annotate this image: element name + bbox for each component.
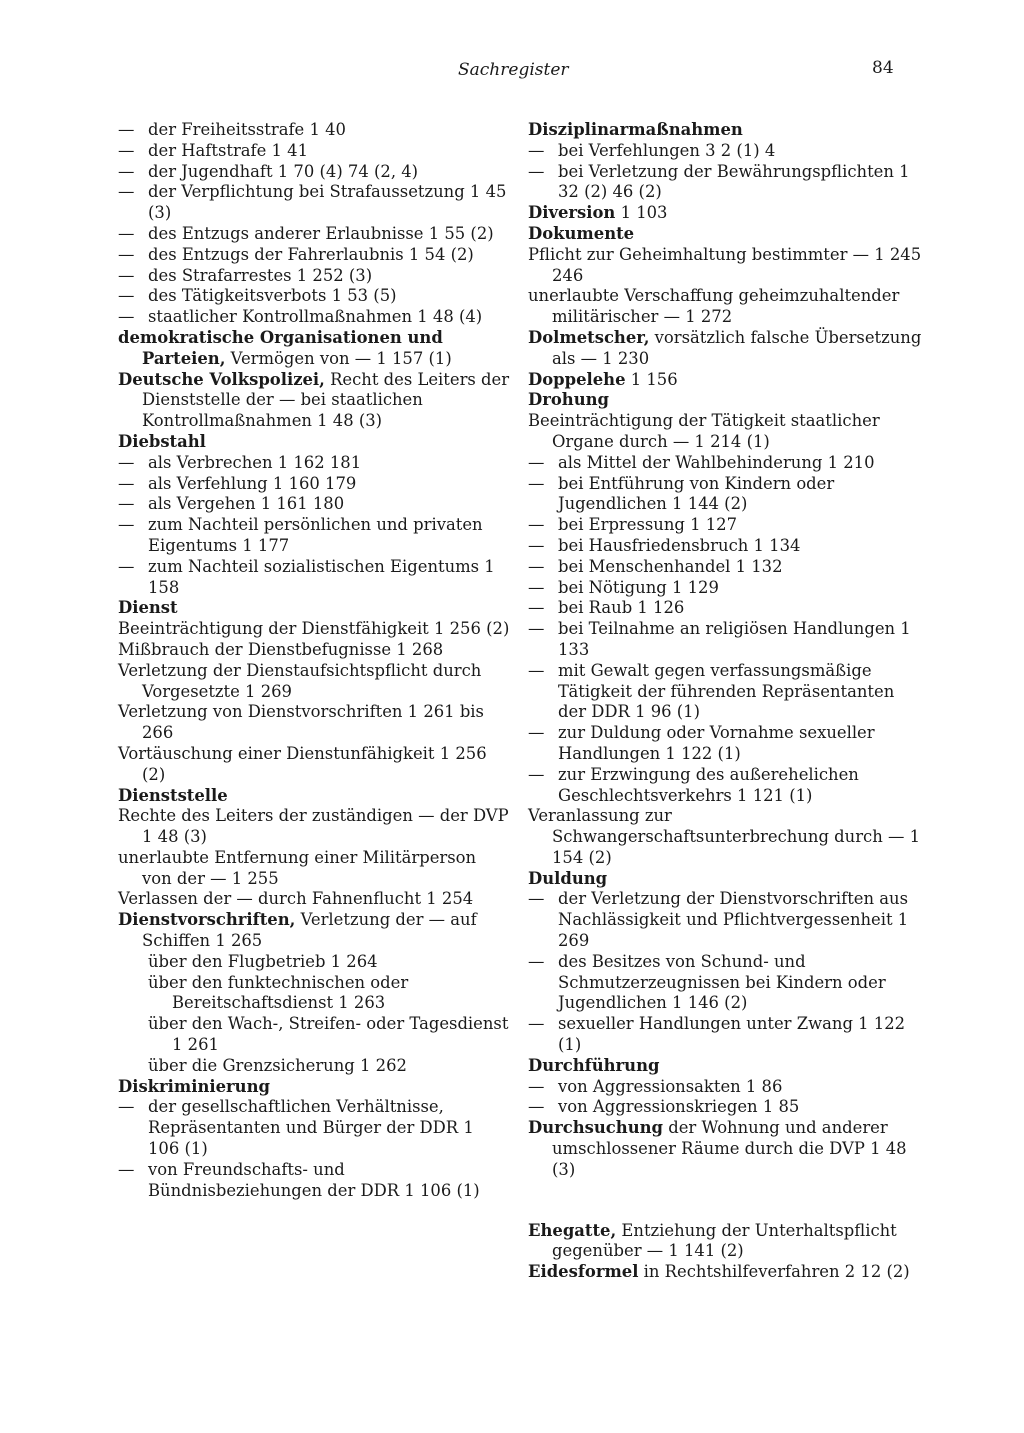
dash-marker: — xyxy=(118,515,135,535)
entry-text: bei Teilnahme an religiösen Handlungen 1 133 xyxy=(558,619,911,659)
index-entry xyxy=(118,640,510,661)
entry-text: als Mittel der Wahlbehinderung 1 210 xyxy=(558,452,875,472)
entry-text: von Freundschafts- und Bündnisbeziehungen der DDR 1 106 (1) xyxy=(148,1159,480,1200)
dash-marker: — xyxy=(118,120,135,139)
entry-text: Mißbrauch der Dienstbefugnisse 1 268 xyxy=(118,639,444,659)
index-subentry xyxy=(118,266,510,287)
dash-marker: — xyxy=(118,473,135,493)
index-term: Duldung xyxy=(528,868,608,888)
entry-text: des Strafarrestes 1 252 (3) xyxy=(148,265,373,285)
entry-text: bei Verfehlungen 3 2 (1) 4 xyxy=(558,140,776,160)
dash-marker: — xyxy=(118,452,135,472)
index-entry xyxy=(118,806,510,848)
index-heading xyxy=(118,598,510,619)
index-term: Disziplinarmaßnahmen xyxy=(528,120,743,139)
index-subentry xyxy=(118,286,510,307)
index-subentry xyxy=(528,162,922,204)
entry-text: der Wohnung und anderer umschlossener Räume durch die DVP 1 48 (3) xyxy=(552,1118,907,1179)
index-subentry xyxy=(528,723,922,765)
entry-text: mit Gewalt gegen verfassungsmäßige Tätigkeit der führenden Repräsentanten der DDR 1 96 (1) xyxy=(558,660,895,722)
entry-text: staatlicher Kontrollmaßnahmen 1 48 (4) xyxy=(148,307,483,327)
entry-text: Vermögen von — 1 157 (1) xyxy=(230,348,452,368)
dash-marker: — xyxy=(528,473,545,493)
entry-text: der Verletzung der Dienstvorschriften aus Nachlässigkeit und Pflichtvergessenheit 1 269 xyxy=(558,889,909,951)
index-term: Dienststelle xyxy=(118,785,228,805)
dash-marker: — xyxy=(528,577,545,597)
index-entry xyxy=(528,1262,922,1283)
index-term: Deutsche Volkspolizei, xyxy=(118,369,325,389)
index-subentry xyxy=(118,1097,510,1159)
index-term: Doppelehe xyxy=(528,369,626,389)
index-subentry xyxy=(118,1160,510,1202)
entry-text: zur Erzwingung des außerehelichen Geschlechtsverkehrs 1 121 (1) xyxy=(558,764,859,805)
index-subentry xyxy=(528,1097,922,1118)
index-entry xyxy=(118,973,510,1015)
dash-marker: — xyxy=(528,1097,545,1117)
dash-marker: — xyxy=(118,1097,135,1117)
index-subentry xyxy=(118,453,510,474)
index-term: Dokumente xyxy=(528,223,635,243)
index-subentry xyxy=(528,952,922,1014)
entry-text: des Entzugs anderer Erlaubnisse 1 55 (2) xyxy=(148,223,494,243)
index-entry xyxy=(118,1056,510,1077)
entry-text: Beeinträchtigung der Dienstfähigkeit 1 256 (2) xyxy=(118,619,510,639)
dash-marker: — xyxy=(118,244,135,264)
entry-text: über den Flugbetrieb 1 264 xyxy=(148,951,378,971)
entry-text: der Freiheitsstrafe 1 40 xyxy=(148,120,346,139)
entry-text: der gesellschaftlichen Verhältnisse, Repräsentanten und Bürger der DDR 1 106 (1) xyxy=(148,1097,474,1159)
index-entry xyxy=(118,619,510,640)
index-entry xyxy=(528,1221,922,1263)
index-subentry xyxy=(118,494,510,515)
entry-text: der Haftstrafe 1 41 xyxy=(148,140,309,160)
index-heading xyxy=(528,224,922,245)
index-entry xyxy=(528,1118,922,1180)
dash-marker: — xyxy=(528,619,545,639)
entry-text: Verletzung der — auf Schiffen 1 265 xyxy=(142,910,477,951)
index-subentry xyxy=(528,578,922,599)
index-column-right xyxy=(528,120,922,1283)
entry-text: bei Verletzung der Bewährungspflichten 1 32 (2) 46 (2) xyxy=(558,161,910,202)
index-subentry xyxy=(528,515,922,536)
entry-text: zum Nachteil persönlichen und privaten Eigentums 1 177 xyxy=(148,515,483,555)
entry-text: sexueller Handlungen unter Zwang 1 122 (1) xyxy=(558,1014,906,1055)
index-entry xyxy=(528,411,922,453)
entry-text: des Entzugs der Fahrerlaubnis 1 54 (2) xyxy=(148,244,474,264)
index-heading xyxy=(118,432,510,453)
dash-marker: — xyxy=(528,515,545,535)
entry-text: als Vergehen 1 161 180 xyxy=(148,494,345,514)
index-entry xyxy=(118,328,510,370)
dash-marker: — xyxy=(528,140,545,160)
index-term: Eidesformel xyxy=(528,1262,639,1282)
index-subentry xyxy=(118,557,510,599)
dash-marker: — xyxy=(118,182,135,202)
index-subentry xyxy=(528,661,922,723)
dash-marker: — xyxy=(118,161,135,181)
index-heading xyxy=(528,869,922,890)
entry-text: des Tätigkeitsverbots 1 53 (5) xyxy=(148,286,397,306)
dash-marker: — xyxy=(528,723,545,743)
entry-text: Rechte des Leiters der zuständigen — der DVP 1 48 (3) xyxy=(118,806,509,847)
index-subentry xyxy=(118,307,510,328)
index-entry xyxy=(528,203,922,224)
index-entry xyxy=(118,702,510,744)
entry-text: zur Duldung oder Vornahme sexueller Handlungen 1 122 (1) xyxy=(558,723,875,763)
entry-text: vorsätzlich falsche Übersetzung als — 1 230 xyxy=(552,327,922,368)
index-entry xyxy=(118,889,510,910)
entry-text: unerlaubte Verschaffung geheimzuhaltender militärischer — 1 272 xyxy=(528,286,900,327)
entry-text: über den funktechnischen oder Bereitschaftsdienst 1 263 xyxy=(148,972,409,1013)
index-term: Diskriminierung xyxy=(118,1076,270,1096)
entry-text: bei Entführung von Kindern oder Jugendlichen 1 144 (2) xyxy=(558,473,835,514)
dash-marker: — xyxy=(528,598,545,618)
index-entry xyxy=(118,661,510,703)
index-subentry xyxy=(528,1077,922,1098)
dash-marker: — xyxy=(528,889,545,909)
index-term: Diebstahl xyxy=(118,431,206,451)
index-term: Dolmetscher, xyxy=(528,327,650,347)
dash-marker: — xyxy=(118,494,135,514)
entry-text: Verletzung der Dienstaufsichtspflicht durch Vorgesetzte 1 269 xyxy=(118,660,482,701)
dash-marker: — xyxy=(528,1076,545,1096)
entry-text: über die Grenzsicherung 1 262 xyxy=(148,1055,407,1075)
entry-text: als Verbrechen 1 162 181 xyxy=(148,452,362,472)
index-entry xyxy=(528,245,922,287)
index-entry xyxy=(118,848,510,890)
dash-marker: — xyxy=(118,140,135,160)
index-term: Drohung xyxy=(528,390,609,410)
entry-text: über den Wach-, Streifen- oder Tagesdienst 1 261 xyxy=(148,1014,509,1055)
entry-text: Verlassen der — durch Fahnenflucht 1 254 xyxy=(118,889,474,909)
index-heading xyxy=(118,786,510,807)
index-subentry xyxy=(118,515,510,557)
entry-text: der Verpflichtung bei Strafaussetzung 1 45 (3) xyxy=(148,182,507,223)
entry-text: bei Hausfriedensbruch 1 134 xyxy=(558,535,801,555)
index-subentry xyxy=(528,141,922,162)
index-term: Ehegatte, xyxy=(528,1220,617,1240)
entry-text: Entziehung der Unterhaltspflicht gegenüber — 1 141 (2) xyxy=(552,1220,897,1261)
index-subentry xyxy=(528,598,922,619)
index-entry xyxy=(528,286,922,328)
entry-text: der Jugendhaft 1 70 (4) 74 (2, 4) xyxy=(148,161,419,181)
entry-text: als Verfehlung 1 160 179 xyxy=(148,473,357,493)
dash-marker: — xyxy=(528,951,545,971)
index-heading xyxy=(528,1056,922,1077)
dash-marker: — xyxy=(528,1014,545,1034)
dash-marker: — xyxy=(528,452,545,472)
index-subentry xyxy=(528,889,922,951)
index-term: demokratische Organisationen und Parteien, xyxy=(118,327,443,368)
entry-text: von Aggressionsakten 1 86 xyxy=(558,1076,783,1096)
entry-text: von Aggressionskriegen 1 85 xyxy=(558,1097,800,1117)
index-term: Durchsuchung xyxy=(528,1118,663,1138)
entry-text: bei Raub 1 126 xyxy=(558,598,685,618)
dash-marker: — xyxy=(118,307,135,327)
dash-marker: — xyxy=(528,161,545,181)
dash-marker: — xyxy=(118,223,135,243)
index-subentry xyxy=(118,224,510,245)
dash-marker: — xyxy=(528,556,545,576)
index-column-left xyxy=(118,120,510,1201)
entry-text: bei Erpressung 1 127 xyxy=(558,515,738,535)
entry-text: bei Menschenhandel 1 132 xyxy=(558,556,783,576)
entry-text: bei Nötigung 1 129 xyxy=(558,577,719,597)
entry-text: Pflicht zur Geheimhaltung bestimmter — 1 245 246 xyxy=(528,244,922,285)
entry-text: Verletzung von Dienstvorschriften 1 261 bis 266 xyxy=(118,702,484,743)
index-entry xyxy=(528,328,922,370)
index-subentry xyxy=(528,765,922,807)
entry-text: Beeinträchtigung der Tätigkeit staatlicher Organe durch — 1 214 (1) xyxy=(528,411,880,451)
dash-marker: — xyxy=(118,1159,135,1179)
index-subentry xyxy=(528,1014,922,1056)
index-subentry xyxy=(118,474,510,495)
index-subentry xyxy=(118,245,510,266)
index-entry xyxy=(528,806,922,868)
index-entry xyxy=(118,370,510,432)
dash-marker: — xyxy=(118,556,135,576)
dash-marker: — xyxy=(528,535,545,555)
index-entry xyxy=(118,1014,510,1056)
entry-text: Veranlassung zur Schwangerschaftsunterbrechung durch — 1 154 (2) xyxy=(528,806,921,867)
index-entry xyxy=(118,744,510,786)
index-subentry xyxy=(118,162,510,183)
index-term: Dienst xyxy=(118,598,178,618)
index-entry xyxy=(118,910,510,952)
index-heading xyxy=(528,120,922,141)
running-head: Sachregister xyxy=(458,60,569,80)
entry-spacer xyxy=(528,1181,922,1221)
index-subentry xyxy=(118,120,510,141)
entry-text: Recht des Leiters der Dienststelle der — bei staatlichen Kontrollmaßnahmen 1 48 (3) xyxy=(142,369,510,431)
entry-text: 1 156 xyxy=(630,369,678,389)
index-subentry xyxy=(118,182,510,224)
dash-marker: — xyxy=(528,764,545,784)
index-entry xyxy=(528,370,922,391)
dash-marker: — xyxy=(528,660,545,680)
index-heading xyxy=(118,1077,510,1098)
index-term: Diversion xyxy=(528,203,616,223)
entry-text: Vortäuschung einer Dienstunfähigkeit 1 256 (2) xyxy=(118,743,487,784)
dash-marker: — xyxy=(118,286,135,306)
index-term: Dienstvorschriften, xyxy=(118,910,296,930)
entry-text: des Besitzes von Schund- und Schmutzerzeugnissen bei Kindern oder Jugendlichen 1 146 (2) xyxy=(558,951,886,1013)
index-entry xyxy=(118,952,510,973)
dash-marker: — xyxy=(118,265,135,285)
index-heading xyxy=(528,390,922,411)
entry-text: zum Nachteil sozialistischen Eigentums 1 158 xyxy=(148,556,495,597)
entry-text: in Rechtshilfeverfahren 2 12 (2) xyxy=(643,1262,910,1282)
index-subentry xyxy=(528,557,922,578)
index-subentry xyxy=(118,141,510,162)
index-subentry xyxy=(528,453,922,474)
entry-text: unerlaubte Entfernung einer Militärperson von der — 1 255 xyxy=(118,847,477,888)
entry-text: 1 103 xyxy=(620,203,668,223)
index-term: Durchführung xyxy=(528,1055,660,1075)
index-subentry xyxy=(528,619,922,661)
page-number: 84 xyxy=(872,58,894,78)
index-subentry xyxy=(528,474,922,516)
index-subentry xyxy=(528,536,922,557)
